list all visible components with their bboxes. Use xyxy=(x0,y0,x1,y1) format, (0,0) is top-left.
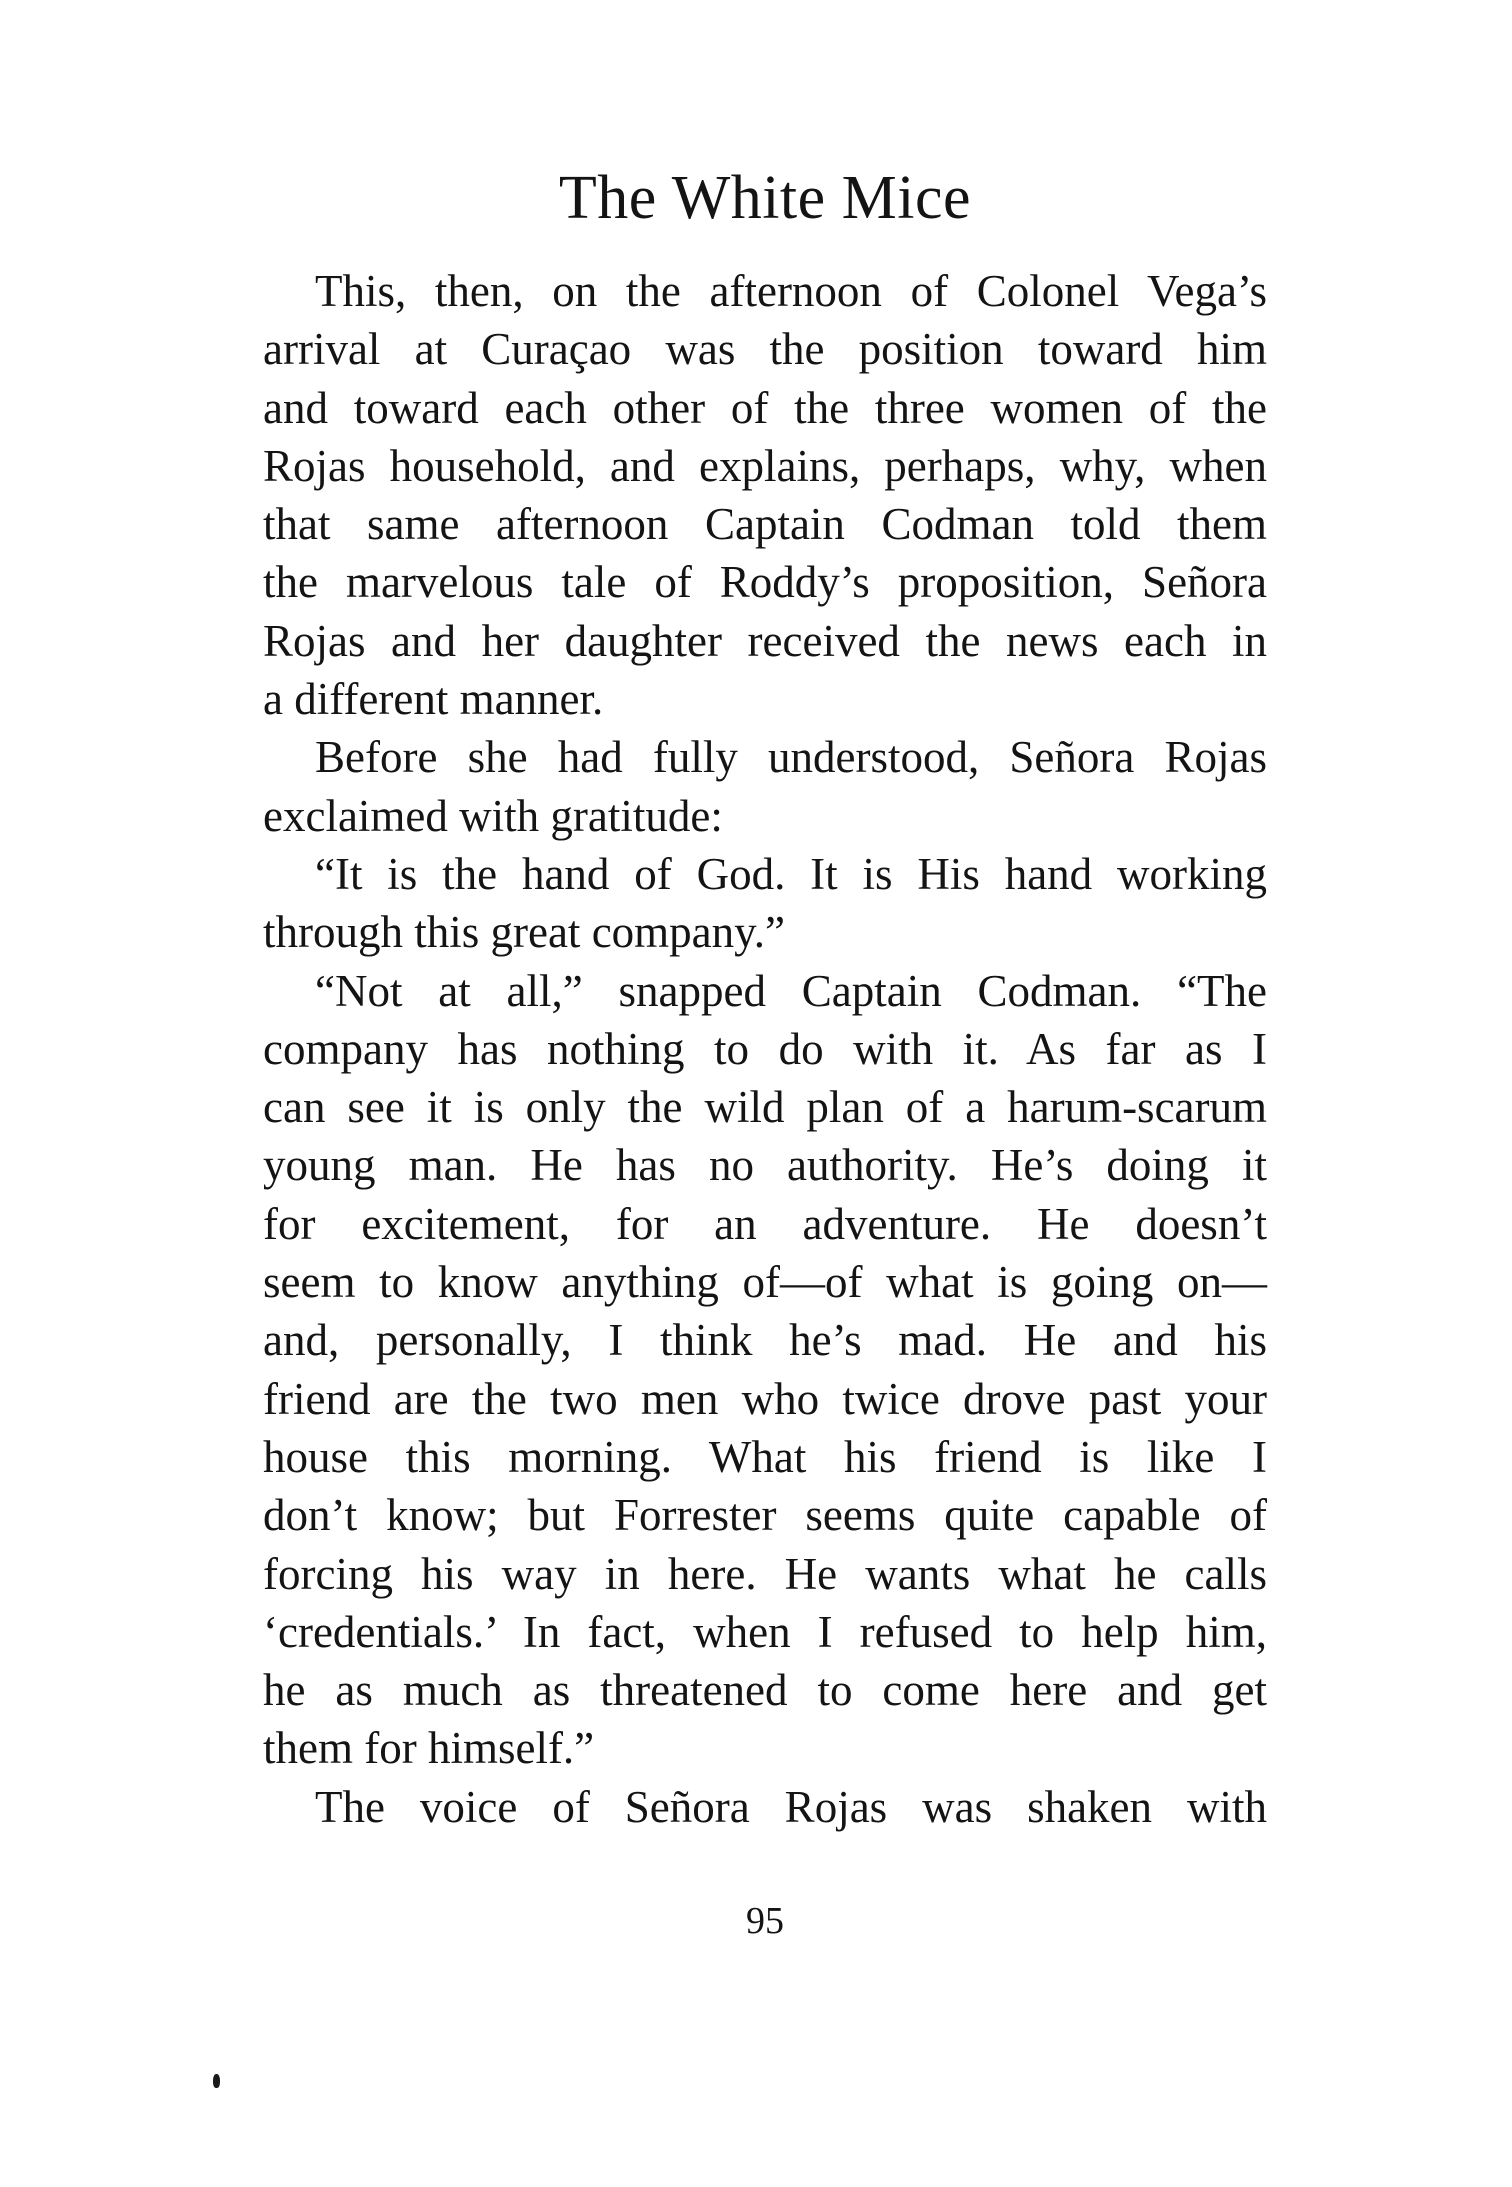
body-text xyxy=(263,262,1267,1836)
page-number: 95 xyxy=(746,1900,784,1942)
text-line: company has nothing to do with it. As far as I xyxy=(263,1023,1267,1074)
text-line: ‘credentials.’ In fact, when I refused to help him, xyxy=(263,1606,1267,1657)
running-head: The White Mice xyxy=(558,164,972,232)
scan-speck xyxy=(213,2074,220,2088)
text-line: don’t know; but Forrester seems quite capable of xyxy=(263,1490,1267,1541)
text-line: the marvelous tale of Roddy’s proposition, Señora xyxy=(263,557,1267,608)
text-line: exclaimed with gratitude: xyxy=(263,790,723,841)
text-line: for excitement, for an adventure. He doesn’t xyxy=(263,1198,1267,1249)
text-line: seem to know anything of—of what is going on— xyxy=(263,1257,1267,1308)
text-line: them for himself.” xyxy=(263,1723,595,1774)
text-line: can see it is only the wild plan of a harum-scarum xyxy=(263,1082,1267,1133)
text-line: friend are the two men who twice drove past your xyxy=(263,1373,1267,1424)
text-line: house this morning. What his friend is like I xyxy=(263,1431,1267,1482)
text-line: “It is the hand of God. It is His hand working xyxy=(315,848,1267,899)
text-line: Rojas and her daughter received the news each in xyxy=(263,615,1267,666)
text-line: young man. He has no authority. He’s doing it xyxy=(263,1140,1267,1191)
text-line: “Not at all,” snapped Captain Codman. “The xyxy=(315,965,1267,1016)
text-line: through this great company.” xyxy=(263,907,785,958)
text-line: he as much as threatened to come here and get xyxy=(263,1665,1267,1716)
text-line: a different manner. xyxy=(263,674,604,725)
text-line: This, then, on the afternoon of Colonel Vega’s xyxy=(315,266,1267,316)
text-line: Before she had fully understood, Señora Rojas xyxy=(315,732,1267,783)
text-line: The voice of Señora Rojas was shaken with xyxy=(315,1781,1267,1832)
text-line: arrival at Curaçao was the position toward him xyxy=(263,324,1267,375)
text-line: forcing his way in here. He wants what he calls xyxy=(263,1548,1267,1599)
text-line: that same afternoon Captain Codman told them xyxy=(263,499,1267,550)
text-line: and toward each other of the three women of the xyxy=(263,382,1267,433)
text-line: Rojas household, and explains, perhaps, why, when xyxy=(263,440,1267,491)
text-line: and, personally, I think he’s mad. He and his xyxy=(263,1315,1267,1366)
